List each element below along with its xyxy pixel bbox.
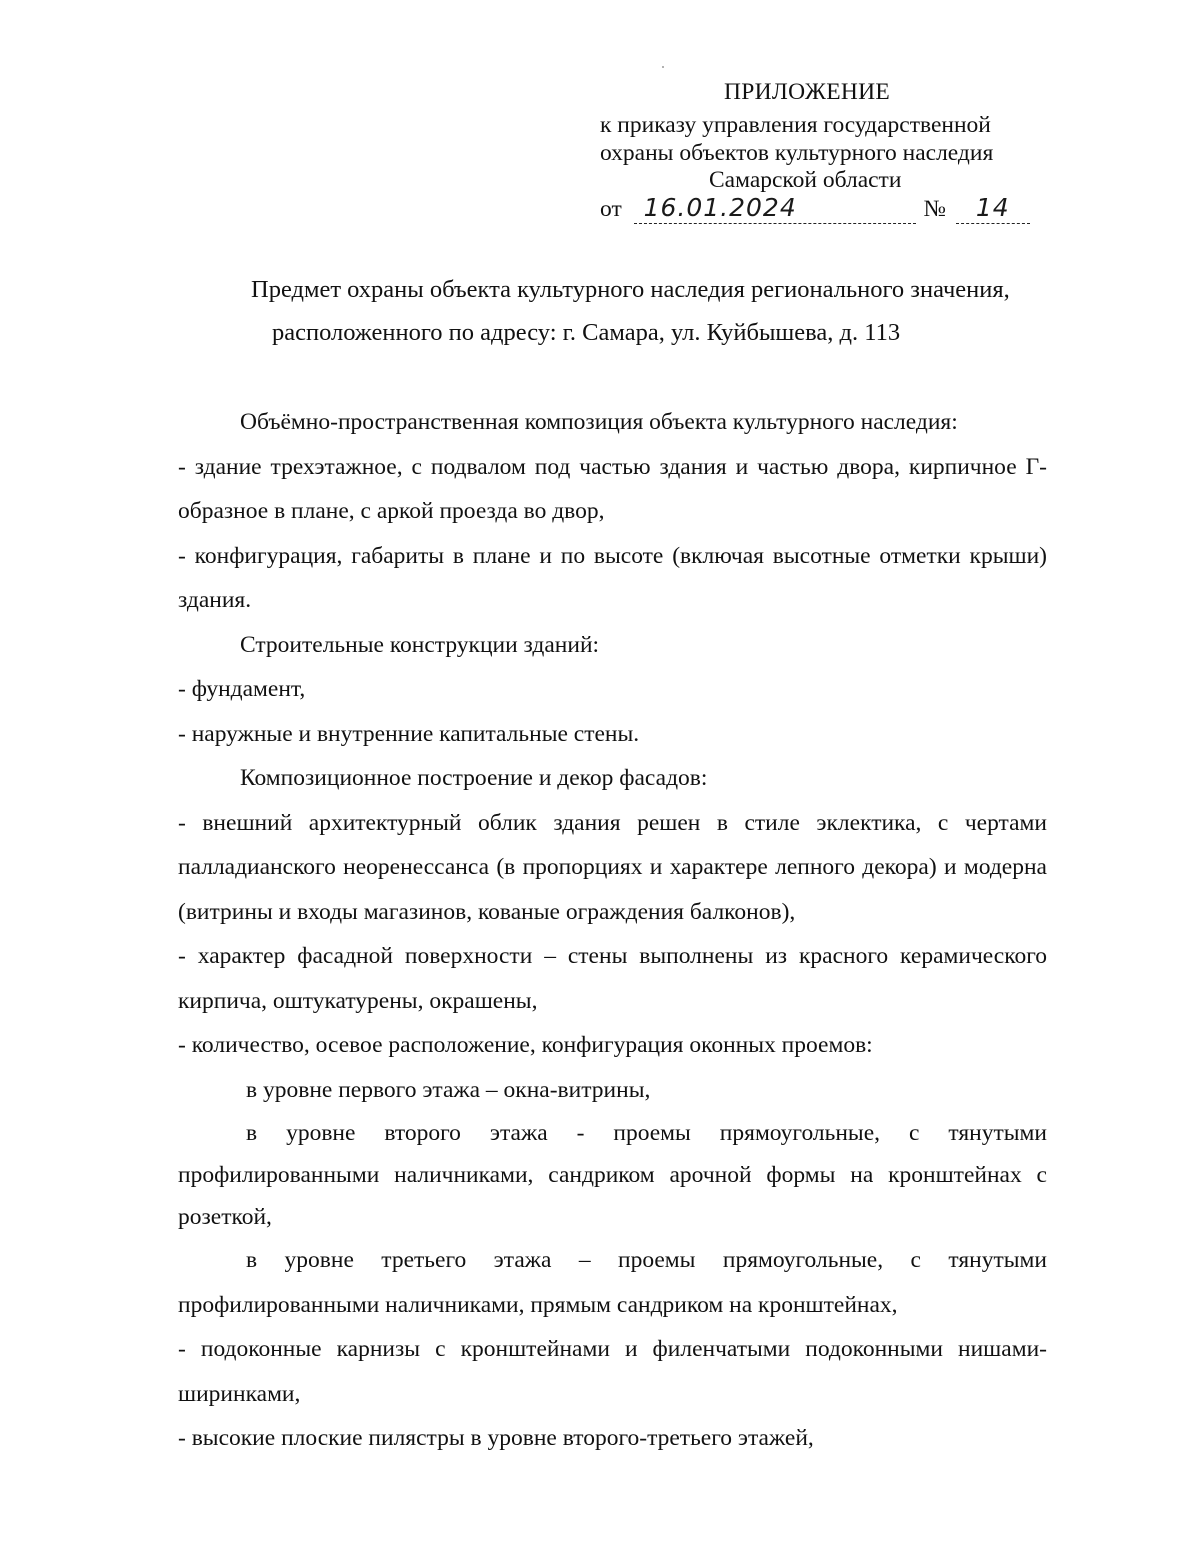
list-item-cornices: - подоконные карнизы с кронштейнами и филенчатыми подоконными нишами-ширинками, <box>178 1336 1047 1407</box>
handwritten-number: 14 <box>975 193 1010 222</box>
list-item-pilasters: - высокие плоские пилястры в уровне второго-третьего этажей, <box>178 1425 814 1451</box>
number-label: № <box>923 196 946 222</box>
appendix-order-line-1: к приказу управления государственной <box>600 112 991 138</box>
list-item-appearance: - внешний архитектурный облик здания решен в стиле эклектика, с чертами палладианского неоренессанса (в пропорциях и характере лепного декора) и модерна (витрины и входы магазинов, кованые ограждения балконов), <box>178 809 1047 925</box>
handwritten-number-field <box>956 194 1030 224</box>
list-item-third-floor: в уровне третьего этажа – проемы прямоугольные, с тянутыми профилированными наличниками, прямым сандриком на кронштейнах, <box>178 1247 1047 1318</box>
list-item-first-floor: в уровне первого этажа – окна-витрины, <box>246 1076 651 1103</box>
section-heading-structures: Строительные конструкции зданий: <box>240 631 600 658</box>
list-item-walls: - наружные и внутренние капитальные стены. <box>178 720 640 747</box>
list-item-building: - здание трехэтажное, с подвалом под частью здания и частью двора, кирпичное Г-образное в плане, с аркой проезда во двор, <box>178 453 1047 524</box>
date-prefix: от <box>600 196 622 222</box>
list-item-window-openings: - количество, осевое расположение, конфигурация оконных проемов: <box>178 1032 873 1058</box>
document-body <box>178 400 1047 1461</box>
appendix-order-line-3: Самарской области <box>709 167 902 193</box>
handwritten-date-field <box>634 194 916 224</box>
handwritten-date: 16.01.2024 <box>643 193 797 222</box>
subject-title-line-2: расположенного по адресу: г. Самара, ул. Куйбышева, д. 113 <box>272 319 901 346</box>
scan-speck <box>662 66 664 68</box>
list-item-facade-surface: - характер фасадной поверхности – стены выполнены из красного керамического кирпича, оштукатурены, окрашены, <box>178 943 1047 1014</box>
appendix-title: ПРИЛОЖЕНИЕ <box>724 79 891 105</box>
list-item-foundation: - фундамент, <box>178 676 306 702</box>
list-item-configuration: - конфигурация, габариты в плане и по высоте (включая высотные отметки крыши) здания. <box>178 542 1047 613</box>
appendix-order-line-2: охраны объектов культурного наследия <box>600 140 994 166</box>
section-heading-facades: Композиционное построение и декор фасадов: <box>240 765 708 791</box>
section-heading-composition: Объёмно-пространственная композиция объекта культурного наследия: <box>240 409 958 435</box>
subject-title-line-1: Предмет охраны объекта культурного наследия регионального значения, <box>251 276 1010 303</box>
order-date-number-row <box>600 194 1030 226</box>
list-item-second-floor: в уровне второго этажа - проемы прямоугольные, с тянутыми профилированными наличниками, сандриком арочной формы на кронштейнах с розеткой, <box>178 1120 1047 1230</box>
